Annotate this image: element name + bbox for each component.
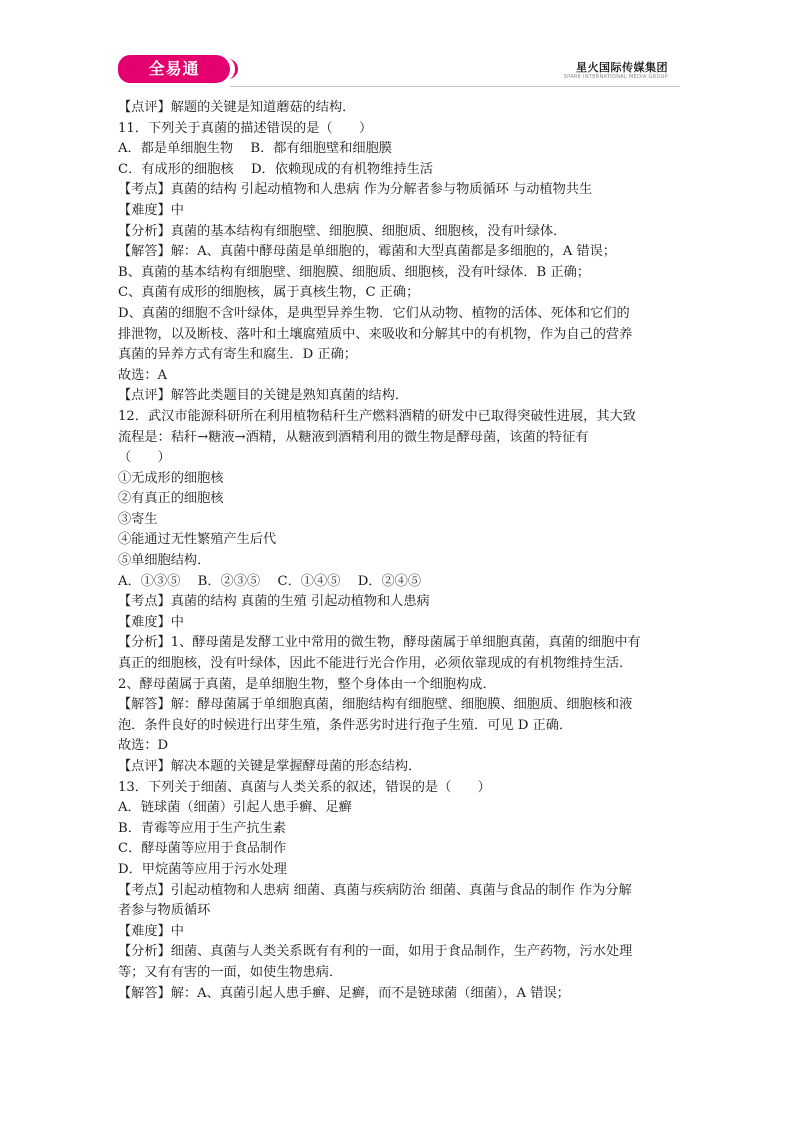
text-line: 【考点】引起动植物和人患病 细菌、真菌与疾病防治 细菌、真菌与食品的制作 作为分解 bbox=[118, 882, 632, 898]
text-line: 【难度】中 bbox=[118, 202, 184, 218]
text-line: 【点评】解决本题的关键是掌握酵母菌的形态结构． bbox=[118, 759, 422, 774]
logo-swoosh-icon bbox=[213, 59, 238, 79]
text-line: 12．武汉市能源科研所在利用植物秸秆生产燃料酒精的研发中已取得突破性进展，其大致 bbox=[118, 408, 636, 424]
text-line: ④能通过无性繁殖产生后代 bbox=[118, 532, 277, 548]
text-line: B．青霉等应用于生产抗生素 bbox=[118, 820, 286, 836]
text-line: ③寄生 bbox=[118, 511, 158, 527]
text-line: C、真菌有成形的细胞核，属于真核生物，C 正确； bbox=[118, 285, 420, 301]
text-line: 【点评】解题的关键是知道蘑菇的结构． bbox=[118, 100, 356, 115]
text-line: A．①③⑤ B．②③⑤ C．①④⑤ D．②④⑤ bbox=[118, 573, 422, 589]
text-line: 【难度】中 bbox=[118, 614, 184, 630]
text-line: 真菌的异养方式有寄生和腐生．D 正确； bbox=[118, 347, 357, 363]
text-line: ①无成形的细胞核 bbox=[118, 470, 224, 486]
text-line: 【分析】真菌的基本结构有细胞壁、细胞膜、细胞质、细胞核，没有叶绿体． bbox=[118, 223, 567, 239]
text-line: D．甲烷菌等应用于污水处理 bbox=[118, 861, 287, 877]
text-line: 泡．条件良好的时候进行出芽生殖，条件恶劣时进行孢子生殖．可见 D 正确． bbox=[118, 717, 573, 733]
text-line: 【点评】解答此类题目的关键是熟知真菌的结构． bbox=[118, 388, 409, 404]
text-line: （ ） bbox=[118, 450, 171, 466]
text-line: 【解答】解：酵母菌属于单细胞真菌，细胞结构有细胞壁、细胞膜、细胞质、细胞核和液 bbox=[118, 697, 633, 713]
text-line: 【分析】细菌、真菌与人类关系既有有利的一面，如用于食品制作，生产药物，污水处理 bbox=[118, 944, 633, 960]
text-line: 【考点】真菌的结构 引起动植物和人患病 作为分解者参与物质循环 与动植物共生 bbox=[118, 182, 593, 198]
text-line: 等；又有有害的一面，如使生物患病． bbox=[118, 964, 343, 980]
page-header bbox=[118, 55, 680, 89]
text-line: 【分析】1、酵母菌是发酵工业中常用的微生物，酵母菌属于单细胞真菌，真菌的细胞中有 bbox=[118, 635, 641, 651]
brand-logo bbox=[118, 55, 230, 83]
text-line: ⑤单细胞结构． bbox=[118, 553, 211, 569]
text-line: C．酵母菌等应用于食品制作 bbox=[118, 841, 287, 857]
text-line: 13．下列关于细菌、真菌与人类关系的叙述，错误的是（ ） bbox=[118, 779, 491, 795]
text-line: 故选：A bbox=[118, 367, 168, 383]
text-line: 【解答】解：A、真菌中酵母菌是单细胞的，霉菌和大型真菌都是多细胞的，A 错误； bbox=[118, 244, 616, 260]
text-line: 【解答】解：A、真菌引起人患手癣、足癣，而不是链球菌（细菌），A 错误； bbox=[118, 985, 570, 1001]
text-line: 排泄物，以及断枝、落叶和土壤腐殖质中、来吸收和分解其中的有机物，作为自己的营养 bbox=[118, 326, 633, 342]
organization-name: 星火国际传媒集团 bbox=[576, 61, 668, 74]
header-divider bbox=[230, 86, 680, 87]
text-line: 【考点】真菌的结构 真菌的生殖 引起动植物和人患病 bbox=[118, 594, 430, 610]
text-line: B、真菌的基本结构有细胞壁、细胞膜、细胞质、细胞核，没有叶绿体．B 正确； bbox=[118, 264, 590, 280]
organization-subtitle: SPARK INTERNATIONAL MEDIA GROUP bbox=[563, 74, 668, 80]
text-line: A．都是单细胞生物 B．都有细胞壁和细胞膜 bbox=[118, 141, 392, 157]
text-line: D、真菌的细胞不含叶绿体，是典型异养生物．它们从动物、植物的活体、死体和它们的 bbox=[118, 305, 630, 321]
text-line: 流程是：秸秆→糖液→酒精，从糖液到酒精利用的微生物是酵母菌，该菌的特征有 bbox=[118, 429, 589, 445]
text-line: 【难度】中 bbox=[118, 923, 184, 939]
text-line: 11．下列关于真菌的描述错误的是（ ） bbox=[118, 120, 373, 136]
text-line: ②有真正的细胞核 bbox=[118, 491, 224, 507]
text-line: 2、酵母菌属于真菌，是单细胞生物，整个身体由一个细胞构成． bbox=[118, 676, 496, 692]
text-line: A．链球菌（细菌）引起人患手癣、足癣 bbox=[118, 800, 352, 816]
text-line: 者参与物质循环 bbox=[118, 903, 211, 919]
text-line: 故选：D bbox=[118, 738, 169, 754]
text-line: C．有成形的细胞核 D．依赖现成的有机物维持生活 bbox=[118, 161, 433, 177]
brand-logo-text: 全易通 bbox=[148, 59, 200, 78]
text-line: 真正的细胞核，没有叶绿体，因此不能进行光合作用，必须依靠现成的有机物维持生活． bbox=[118, 656, 633, 672]
document-body bbox=[118, 98, 692, 1004]
